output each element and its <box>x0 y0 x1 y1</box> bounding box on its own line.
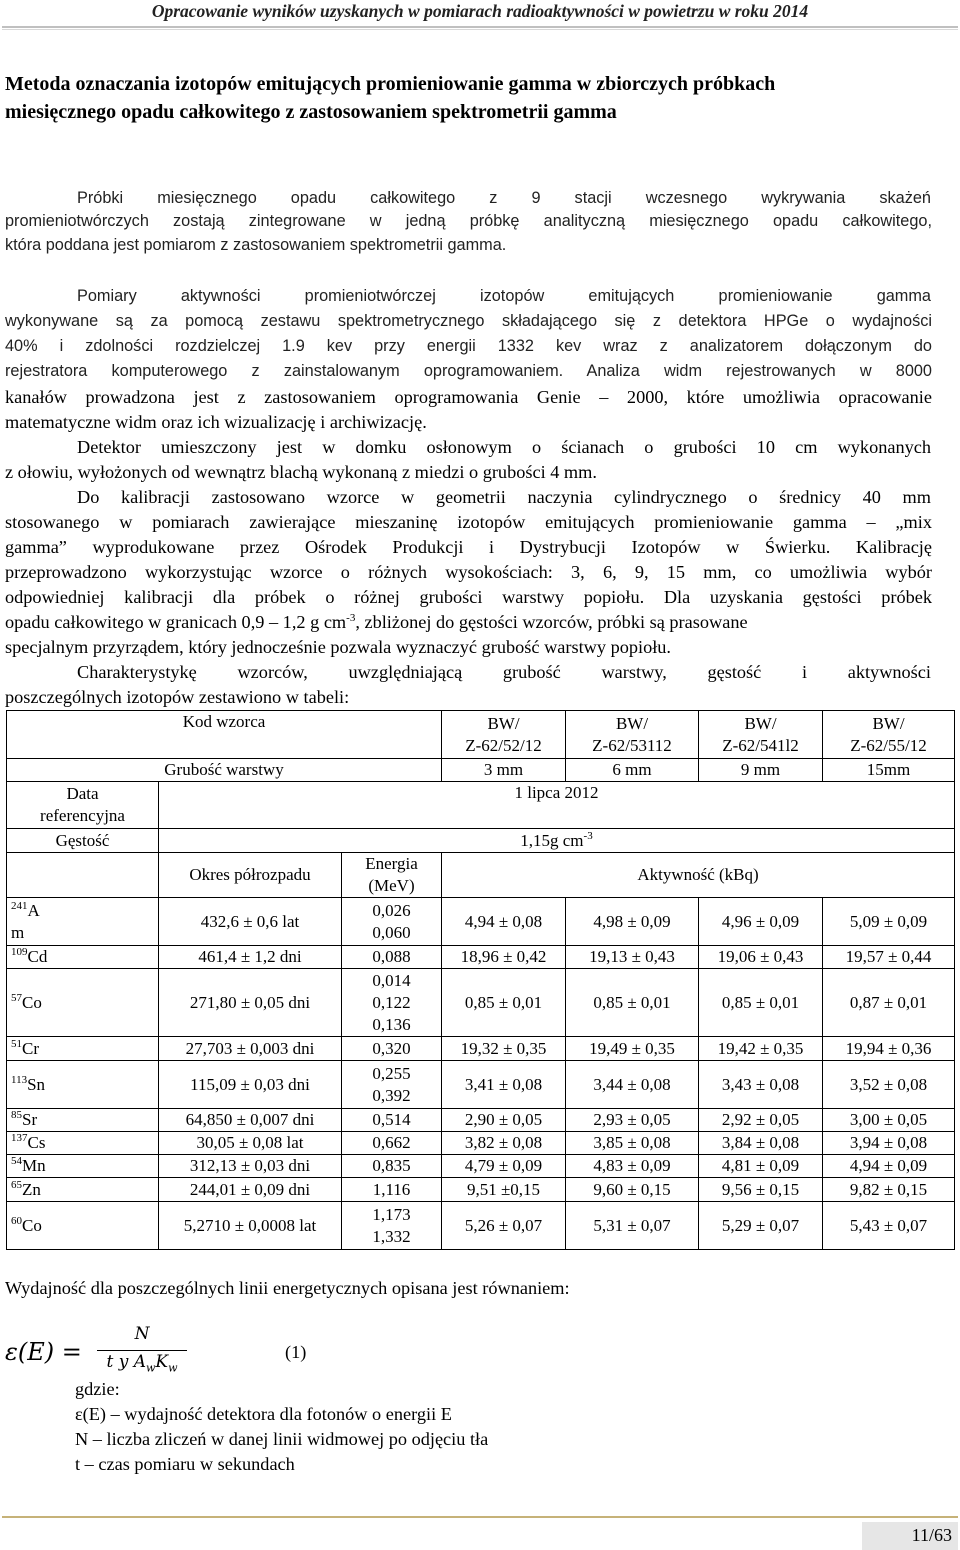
energy-cell: 0,014 0,122 0,136 <box>342 969 442 1037</box>
activity-cell: 9,82 ± 0,15 <box>823 1178 955 1202</box>
activity-cell: 5,09 ± 0,09 <box>823 898 955 946</box>
definition-line: ε(E) – wydajność detektora dla fotonów o energii E <box>75 1404 452 1424</box>
isotope-row <box>7 969 955 1037</box>
activity-cell: 0,85 ± 0,01 <box>566 969 699 1037</box>
isotope-cell: $^{137}$Cs <box>7 1132 159 1155</box>
isotope-cell: $^{57}$Co <box>7 969 159 1037</box>
table-row <box>7 829 955 853</box>
energy-cell: 0,088 <box>342 946 442 969</box>
activity-cell: 4,94 ± 0,09 <box>823 1155 955 1178</box>
thickness-cell: 15mm <box>823 759 955 782</box>
formula-lhs: ε(E) = <box>5 1338 82 1366</box>
para2-line: kanałów prowadzona jest z zastosowaniem oprogramowania Genie – 2000, które umożliwia opracowanie <box>5 387 932 407</box>
activity-cell: 9,60 ± 0,15 <box>566 1178 699 1202</box>
activity-cell: 4,83 ± 0,09 <box>566 1155 699 1178</box>
isotope-row <box>7 1037 955 1061</box>
activity-cell: 3,85 ± 0,08 <box>566 1132 699 1155</box>
header-divider <box>2 26 958 28</box>
header-divider-thin <box>2 29 958 30</box>
para5-line: poszczególnych izotopów zestawiono w tabeli: <box>5 687 350 707</box>
energy-cell: 0,026 0,060 <box>342 898 442 946</box>
para2-line: rejestratora komputerowego z zainstalowanym oprogramowaniem. Analiza widm rejestrowanych w 8000 <box>5 362 932 380</box>
activity-cell: 4,94 ± 0,08 <box>442 898 566 946</box>
activity-cell: 3,82 ± 0,08 <box>442 1132 566 1155</box>
isotope-row <box>7 898 955 946</box>
efficiency-formula <box>5 1320 325 1390</box>
definition-line: t – czas pomiaru w sekundach <box>75 1454 295 1474</box>
activity-cell: 19,13 ± 0,43 <box>566 946 699 969</box>
heading-line: Metoda oznaczania izotopów emitujących promieniowanie gamma w zbiorczych próbkach <box>5 73 776 95</box>
table-row <box>7 853 955 898</box>
energy-cell: 1,116 <box>342 1178 442 1202</box>
activity-cell: 2,93 ± 0,05 <box>566 1109 699 1132</box>
activity-header: Aktywność (kBq) <box>442 853 955 898</box>
code-cell: BW/ Z-62/52/12 <box>442 711 566 759</box>
activity-cell: 3,41 ± 0,08 <box>442 1061 566 1109</box>
table-row <box>7 759 955 782</box>
activity-cell: 9,56 ± 0,15 <box>699 1178 823 1202</box>
para3-line: z ołowiu, wyłożonych od wewnątrz blachą wykonaną z miedzi o grubości 4 mm. <box>5 462 597 482</box>
activity-cell: 5,31 ± 0,07 <box>566 1202 699 1250</box>
para5-line: Charakterystykę wzorców, uwzględniającą grubość warstwy, gęstość i aktywności <box>77 662 931 682</box>
isotope-row <box>7 1109 955 1132</box>
code-cell: BW/ Z-62/541l2 <box>699 711 823 759</box>
para4-line <box>5 612 748 633</box>
table-row <box>7 782 955 829</box>
activity-cell: 18,96 ± 0,42 <box>442 946 566 969</box>
density-label: Gęstość <box>7 829 159 853</box>
half-life-cell: 64,850 ± 0,007 dni <box>159 1109 342 1132</box>
isotope-cell: $^{60}$Co <box>7 1202 159 1250</box>
half-life-cell: 461,4 ± 1,2 dni <box>159 946 342 969</box>
para2-line: wykonywane są za pomocą zestawu spektrometrycznego składającego się z detektora HPGe o wydajności <box>5 312 932 330</box>
half-life-cell: 312,13 ± 0,03 dni <box>159 1155 342 1178</box>
activity-cell: 4,98 ± 0,09 <box>566 898 699 946</box>
para4-line6-sup: -3 <box>346 612 356 624</box>
activity-cell: 3,43 ± 0,08 <box>699 1061 823 1109</box>
activity-cell: 0,87 ± 0,01 <box>823 969 955 1037</box>
isotope-row <box>7 1202 955 1250</box>
isotope-row <box>7 1178 955 1202</box>
energy-cell: 1,173 1,332 <box>342 1202 442 1250</box>
half-life-cell: 30,05 ± 0,08 lat <box>159 1132 342 1155</box>
energy-cell: 0,514 <box>342 1109 442 1132</box>
isotope-row <box>7 946 955 969</box>
energy-cell: 0,835 <box>342 1155 442 1178</box>
calibration-table <box>6 710 955 1250</box>
formula-denominator: t y $A_wK_w$ <box>106 1352 178 1375</box>
activity-cell: 3,84 ± 0,08 <box>699 1132 823 1155</box>
code-cell: BW/ Z-62/53112 <box>566 711 699 759</box>
half-life-header: Okres półrozpadu <box>159 853 342 898</box>
activity-cell: 9,51 ±0,15 <box>442 1178 566 1202</box>
thickness-cell: 3 mm <box>442 759 566 782</box>
half-life-cell: 244,01 ± 0,09 dni <box>159 1178 342 1202</box>
header-title: Opracowanie wyników uzyskanych w pomiarach radioaktywności w powietrzu w roku 2014 <box>151 1 809 21</box>
para1-line: która poddana jest pomiarom z zastosowaniem spektrometrii gamma. <box>5 236 507 254</box>
half-life-cell: 27,703 ± 0,003 dni <box>159 1037 342 1061</box>
density-value: 1,15g $cm^{-3}$ <box>159 829 955 853</box>
isotope-row <box>7 1155 955 1178</box>
isotope-cell: $^{241}$A m <box>7 898 159 946</box>
para4-line: specjalnym przyrządem, który jednocześnie pozwala wyznaczyć grubość warstwy popiołu. <box>5 637 672 657</box>
activity-cell: 19,49 ± 0,35 <box>566 1037 699 1061</box>
activity-cell: 19,06 ± 0,43 <box>699 946 823 969</box>
energy-cell: 0,320 <box>342 1037 442 1061</box>
activity-cell: 4,81 ± 0,09 <box>699 1155 823 1178</box>
half-life-cell: 432,6 ± 0,6 lat <box>159 898 342 946</box>
definition-line: gdzie: <box>75 1379 120 1399</box>
fraction-bar <box>97 1350 187 1351</box>
isotope-cell: $^{109}$Cd <box>7 946 159 969</box>
code-cell: BW/ Z-62/55/12 <box>823 711 955 759</box>
para3-line: Detektor umieszczony jest w domku osłonowym o ścianach o grubości 10 cm wykonanych <box>77 437 931 457</box>
para4-line: gamma” wyprodukowane przez Ośrodek Produkcji i Dystrybucji Izotopów w Świerku. Kalibrację <box>5 537 932 557</box>
activity-cell: 0,85 ± 0,01 <box>699 969 823 1037</box>
heading-line: miesięcznego opadu całkowitego z zastosowaniem spektrometrii gamma <box>5 101 617 123</box>
para4-line6-post: , zbliżonej do gęstości wzorców, próbki są prasowane <box>355 612 748 633</box>
header-blank <box>7 853 159 898</box>
page-number: 11/63 <box>862 1522 958 1550</box>
activity-cell: 4,79 ± 0,09 <box>442 1155 566 1178</box>
ref-date-value: 1 lipca 2012 <box>159 782 955 829</box>
para4-line6-pre: opadu całkowitego w granicach 0,9 – 1,2 g cm <box>5 612 347 633</box>
para4-line: odpowiedniej kalibracji dla próbek o różnej grubości warstwy popiołu. Dla uzyskania gęstości próbek <box>5 587 932 607</box>
activity-cell: 19,42 ± 0,35 <box>699 1037 823 1061</box>
activity-cell: 4,96 ± 0,09 <box>699 898 823 946</box>
para2-line: 40% i zdolności rozdzielczej 1.9 kev przy energii 1332 kev wraz z analizatorem dołączonym do <box>5 337 932 355</box>
para1-line: promieniotwórczych zostają zintegrowane w jedną próbkę analityczną miesięcznego opadu całkowitego, <box>5 212 932 230</box>
para2-line: matematyczne widm oraz ich wizualizację i archiwizację. <box>5 412 427 432</box>
activity-cell: 19,32 ± 0,35 <box>442 1037 566 1061</box>
isotope-cell: $^{54}$Mn <box>7 1155 159 1178</box>
activity-cell: 3,00 ± 0,05 <box>823 1109 955 1132</box>
thickness-cell: 9 mm <box>699 759 823 782</box>
definition-line: N – liczba zliczeń w danej linii widmowej po odjęciu tła <box>75 1429 489 1449</box>
para4-line: Do kalibracji zastosowano wzorce w geometrii naczynia cylindrycznego o średnicy 40 mm <box>77 487 931 507</box>
isotope-cell: $^{51}$Cr <box>7 1037 159 1061</box>
half-life-cell: 5,2710 ± 0,0008 lat <box>159 1202 342 1250</box>
ref-date-label: Data referencyjna <box>7 782 159 829</box>
code-label: Kod wzorca <box>7 711 442 759</box>
thickness-cell: 6 mm <box>566 759 699 782</box>
activity-cell: 5,29 ± 0,07 <box>699 1202 823 1250</box>
activity-cell: 2,92 ± 0,05 <box>699 1109 823 1132</box>
thickness-label: Grubość warstwy <box>7 759 442 782</box>
para4-line: przeprowadzono wykorzystując wzorce o różnych wysokościach: 3, 6, 9, 15 mm, co umożliwia wybór <box>5 562 932 582</box>
activity-cell: 3,52 ± 0,08 <box>823 1061 955 1109</box>
formula-number: (1) <box>285 1342 307 1362</box>
footer-divider <box>2 1516 958 1518</box>
para4-line: stosowanego w pomiarach zawierające mieszaninę izotopów emitujących promieniowanie gamma – „mix <box>5 512 932 532</box>
isotope-cell: $^{85}$Sr <box>7 1109 159 1132</box>
isotope-cell: $^{113}$Sn <box>7 1061 159 1109</box>
para1-line: Próbki miesięcznego opadu całkowitego z 9 stacji wczesnego wykrywania skażeń <box>77 189 931 207</box>
energy-cell: 0,255 0,392 <box>342 1061 442 1109</box>
activity-cell: 3,94 ± 0,08 <box>823 1132 955 1155</box>
after-table-text: Wydajność dla poszczególnych linii energetycznych opisana jest równaniem: <box>5 1278 570 1298</box>
isotope-row <box>7 1132 955 1155</box>
half-life-cell: 271,80 ± 0,05 dni <box>159 969 342 1037</box>
activity-cell: 19,94 ± 0,36 <box>823 1037 955 1061</box>
activity-cell: 0,85 ± 0,01 <box>442 969 566 1037</box>
section-heading <box>5 70 950 126</box>
activity-cell: 5,43 ± 0,07 <box>823 1202 955 1250</box>
energy-cell: 0,662 <box>342 1132 442 1155</box>
activity-cell: 5,26 ± 0,07 <box>442 1202 566 1250</box>
para2-line: Pomiary aktywności promieniotwórczej izotopów emitujących promieniowanie gamma <box>77 287 931 305</box>
activity-cell: 3,44 ± 0,08 <box>566 1061 699 1109</box>
running-header <box>0 0 960 30</box>
isotope-cell: $^{65}$Zn <box>7 1178 159 1202</box>
half-life-cell: 115,09 ± 0,03 dni <box>159 1061 342 1109</box>
activity-cell: 19,57 ± 0,44 <box>823 946 955 969</box>
activity-cell: 2,90 ± 0,05 <box>442 1109 566 1132</box>
table-row <box>7 711 955 759</box>
formula-numerator: N <box>134 1324 150 1344</box>
energy-header: Energia (MeV) <box>342 853 442 898</box>
isotope-row <box>7 1061 955 1109</box>
